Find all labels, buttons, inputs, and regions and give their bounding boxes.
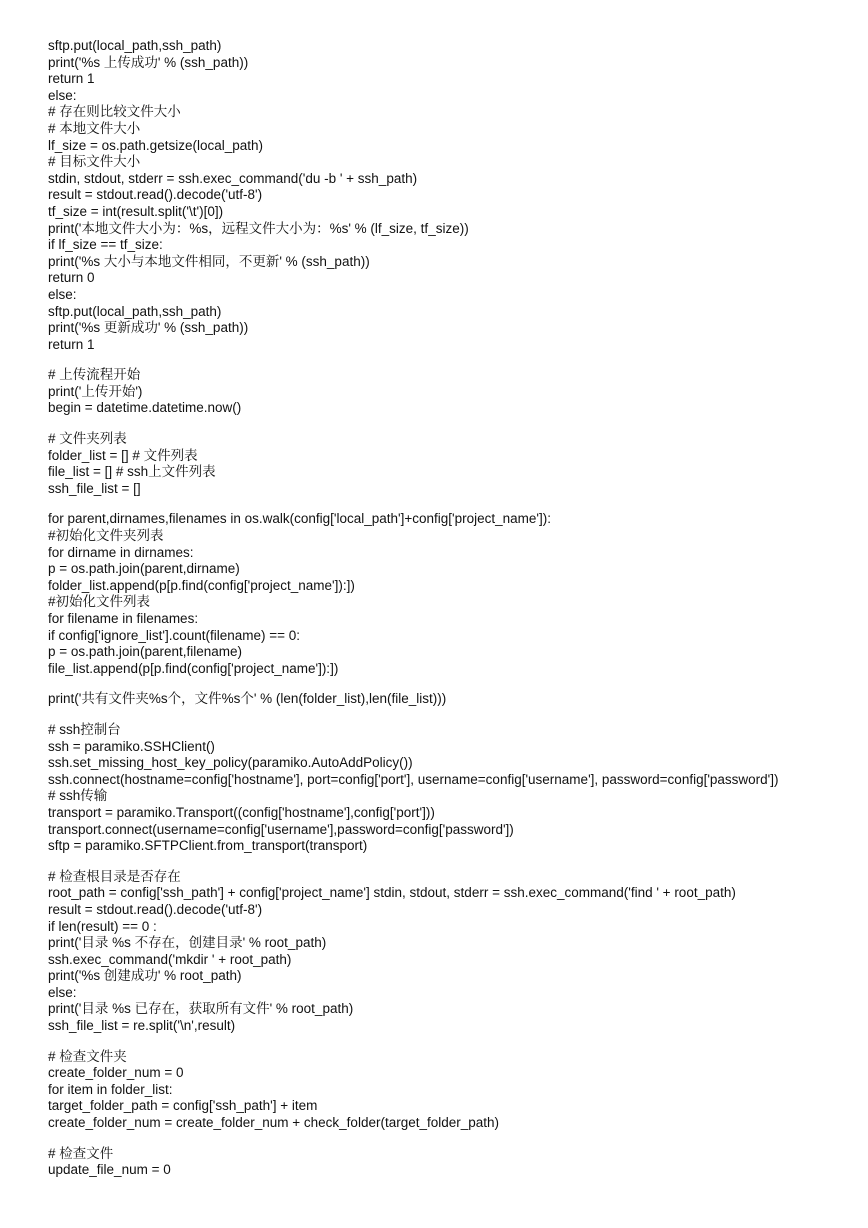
code-block bbox=[48, 367, 848, 417]
document-body bbox=[48, 38, 848, 1179]
code-line: print('%s 大小与本地文件相同，不更新' % (ssh_path)) bbox=[48, 253, 370, 269]
code-block bbox=[48, 431, 848, 497]
code-line: # 本地文件大小 bbox=[48, 120, 141, 136]
code-line: ssh_file_list = re.split('\n',result) bbox=[48, 1018, 236, 1034]
code-line: if lf_size == tf_size: bbox=[48, 237, 163, 253]
code-line: # 存在则比较文件大小 bbox=[48, 104, 181, 120]
code-line: transport = paramiko.Transport((config['hostname'],config['port'])) bbox=[48, 804, 435, 820]
code-block bbox=[48, 1146, 848, 1179]
code-line: root_path = config['ssh_path'] + config['project_name'] stdin, stdout, stderr = ssh.exec_command('find ' + root_path) bbox=[48, 885, 736, 901]
code-line: else: bbox=[48, 984, 77, 1000]
code-block bbox=[48, 691, 848, 708]
code-line: # ssh传输 bbox=[48, 788, 108, 804]
paragraph-gap bbox=[48, 353, 848, 367]
code-line: #初始化文件列表 bbox=[48, 594, 151, 610]
code-line: p = os.path.join(parent,filename) bbox=[48, 644, 242, 660]
code-line: stdin, stdout, stderr = ssh.exec_command('du -b ' + ssh_path) bbox=[48, 170, 418, 186]
code-line: p = os.path.join(parent,dirname) bbox=[48, 561, 240, 577]
paragraph-gap bbox=[48, 1132, 848, 1146]
code-line: ssh.connect(hostname=config['hostname'], port=config['port'], username=config['username'], password=config['password']) bbox=[48, 771, 779, 787]
code-line: print('%s 更新成功' % (ssh_path)) bbox=[48, 320, 249, 336]
code-line: print('目录 %s 不存在，创建目录' % root_path) bbox=[48, 935, 327, 951]
code-line: sftp = paramiko.SFTPClient.from_transport(transport) bbox=[48, 838, 368, 854]
code-line: # 检查文件 bbox=[48, 1145, 114, 1161]
code-line: create_folder_num = create_folder_num + check_folder(target_folder_path) bbox=[48, 1115, 500, 1131]
code-line: transport.connect(username=config['username'],password=config['password']) bbox=[48, 821, 514, 837]
code-line: else: bbox=[48, 286, 77, 302]
code-line: file_list = [] # ssh上文件列表 bbox=[48, 464, 216, 480]
code-line: ssh = paramiko.SSHClient() bbox=[48, 738, 215, 754]
paragraph-gap bbox=[48, 497, 848, 511]
code-line: for dirname in dirnames: bbox=[48, 544, 194, 560]
code-line: print('%s 创建成功' % root_path) bbox=[48, 968, 242, 984]
code-line: if config['ignore_list'].count(filename) == 0: bbox=[48, 627, 301, 643]
code-line: print('目录 %s 已存在，获取所有文件' % root_path) bbox=[48, 1001, 354, 1017]
code-line: print('%s 上传成功' % (ssh_path)) bbox=[48, 54, 249, 70]
code-line: sftp.put(local_path,ssh_path) bbox=[48, 303, 222, 319]
code-line: update_file_num = 0 bbox=[48, 1162, 171, 1178]
code-block bbox=[48, 722, 848, 855]
code-block bbox=[48, 1049, 848, 1132]
code-line: # ssh控制台 bbox=[48, 721, 121, 737]
code-line: file_list.append(p[p.find(config['project_name']):]) bbox=[48, 660, 339, 676]
code-line: for parent,dirnames,filenames in os.walk(config['local_path']+config['project_name']): bbox=[48, 511, 551, 527]
code-line: # 目标文件大小 bbox=[48, 154, 141, 170]
code-line: if len(result) == 0 : bbox=[48, 918, 157, 934]
code-line: return 1 bbox=[48, 336, 95, 352]
code-line: return 1 bbox=[48, 71, 95, 87]
code-line: # 检查根目录是否存在 bbox=[48, 868, 181, 884]
code-line: for filename in filenames: bbox=[48, 611, 199, 626]
paragraph-gap bbox=[48, 677, 848, 691]
code-line: create_folder_num = 0 bbox=[48, 1065, 184, 1081]
code-line: print('本地文件大小为：%s，远程文件大小为：%s' % (lf_size, tf_size)) bbox=[48, 220, 469, 236]
code-line: result = stdout.read().decode('utf-8') bbox=[48, 187, 263, 203]
code-block bbox=[48, 38, 848, 353]
code-line: folder_list.append(p[p.find(config['project_name']):]) bbox=[48, 577, 355, 593]
code-line: folder_list = [] # 文件列表 bbox=[48, 447, 198, 463]
code-line: result = stdout.read().decode('utf-8') bbox=[48, 901, 263, 917]
paragraph-gap bbox=[48, 1035, 848, 1049]
paragraph-gap bbox=[48, 708, 848, 722]
code-line: else: bbox=[48, 87, 77, 103]
code-block bbox=[48, 511, 848, 677]
code-line: lf_size = os.path.getsize(local_path) bbox=[48, 137, 263, 153]
paragraph-gap bbox=[48, 417, 848, 431]
code-line: # 检查文件夹 bbox=[48, 1048, 127, 1064]
code-line: for item in folder_list: bbox=[48, 1081, 173, 1097]
code-line: sftp.put(local_path,ssh_path) bbox=[48, 38, 222, 53]
code-line: tf_size = int(result.split('\t')[0]) bbox=[48, 203, 224, 219]
code-block bbox=[48, 869, 848, 1035]
code-line: return 0 bbox=[48, 270, 95, 286]
code-line: # 文件夹列表 bbox=[48, 431, 127, 447]
code-line: #初始化文件夹列表 bbox=[48, 528, 164, 544]
code-line: ssh.set_missing_host_key_policy(paramiko.AutoAddPolicy()) bbox=[48, 755, 413, 771]
code-line: print('上传开始') bbox=[48, 383, 143, 399]
code-line: ssh_file_list = [] bbox=[48, 480, 141, 496]
code-line: print('共有文件夹%s个，文件%s个' % (len(folder_list),len(file_list))) bbox=[48, 691, 447, 707]
code-line: # 上传流程开始 bbox=[48, 367, 141, 383]
code-line: target_folder_path = config['ssh_path'] + item bbox=[48, 1098, 318, 1114]
code-line: begin = datetime.datetime.now() bbox=[48, 400, 242, 416]
paragraph-gap bbox=[48, 855, 848, 869]
code-line: ssh.exec_command('mkdir ' + root_path) bbox=[48, 951, 292, 967]
